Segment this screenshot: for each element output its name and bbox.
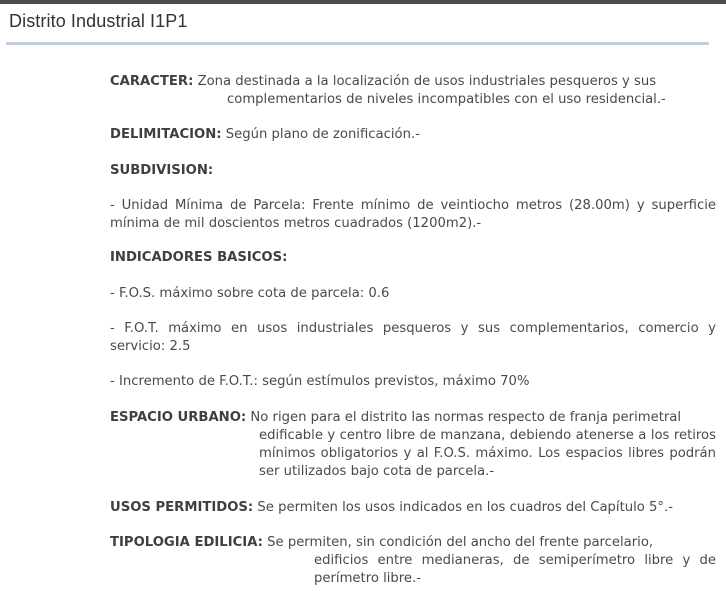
delimitacion-label: DELIMITACION: (110, 127, 222, 142)
caracter-first-line (110, 73, 716, 91)
title-divider (6, 42, 709, 45)
espacio-urbano-rest: edificable y centro libre de manzana, debiendo atenerse a los retiros mínimos obligatorios y al F.O.S. máximo. Los espacios libres podrán ser utilizados bajo cota de parcela.- (259, 428, 716, 479)
indicador-incremento-fot: - Incremento de F.O.T.: según estímulos previstos, máximo 70% (110, 374, 530, 389)
espacio-urbano-label: ESPACIO URBANO: (110, 410, 247, 425)
caracter-section (110, 73, 716, 109)
page-title: Distrito Industrial I1P1 (9, 11, 188, 31)
caracter-text-line2: complementarios de niveles incompatibles con el uso residencial.- (227, 92, 666, 107)
espacio-urbano-first-line (110, 409, 716, 427)
tipologia-first-line (110, 534, 716, 552)
delimitacion-text: Según plano de zonificación.- (225, 127, 420, 142)
indicador-fos: - F.O.S. máximo sobre cota de parcela: 0.6 (110, 286, 390, 301)
caracter-text-line1: Zona destinada a la localización de usos industriales pesqueros y sus (197, 74, 657, 89)
usos-permitidos-label: USOS PERMITIDOS: (110, 500, 254, 515)
subdivision-text: - Unidad Mínima de Parcela: Frente mínimo de veintiocho metros (28.00m) y superficie mínima de mil doscientos metros cuadrados (1200m2).- (110, 198, 716, 231)
tipologia-rest: edificios entre medianeras, de semiperímetro libre y de perímetro libre.- (314, 553, 716, 586)
delimitacion-section (110, 126, 716, 144)
indicador-fot: - F.O.T. máximo en usos industriales pesqueros y sus complementarios, comercio y servicio: 2.5 (110, 321, 716, 354)
top-bar (0, 0, 726, 4)
espacio-urbano-line1: No rigen para el distrito las normas respecto de franja perimetral (250, 410, 682, 425)
district-content (110, 73, 716, 588)
usos-permitidos-text: Se permiten los usos indicados en los cuadros del Capítulo 5°.- (257, 500, 673, 515)
tipologia-label: TIPOLOGIA EDILICIA: (110, 535, 263, 550)
indicadores-label: INDICADORES BASICOS: (110, 250, 288, 265)
caracter-label: CARACTER: (110, 74, 194, 89)
espacio-urbano-section (110, 409, 716, 481)
tipologia-section (110, 534, 716, 588)
tipologia-line1: Se permiten, sin condición del ancho del frente parcelario, (267, 535, 654, 550)
subdivision-label: SUBDIVISION: (110, 163, 214, 178)
usos-permitidos-section (110, 499, 716, 517)
